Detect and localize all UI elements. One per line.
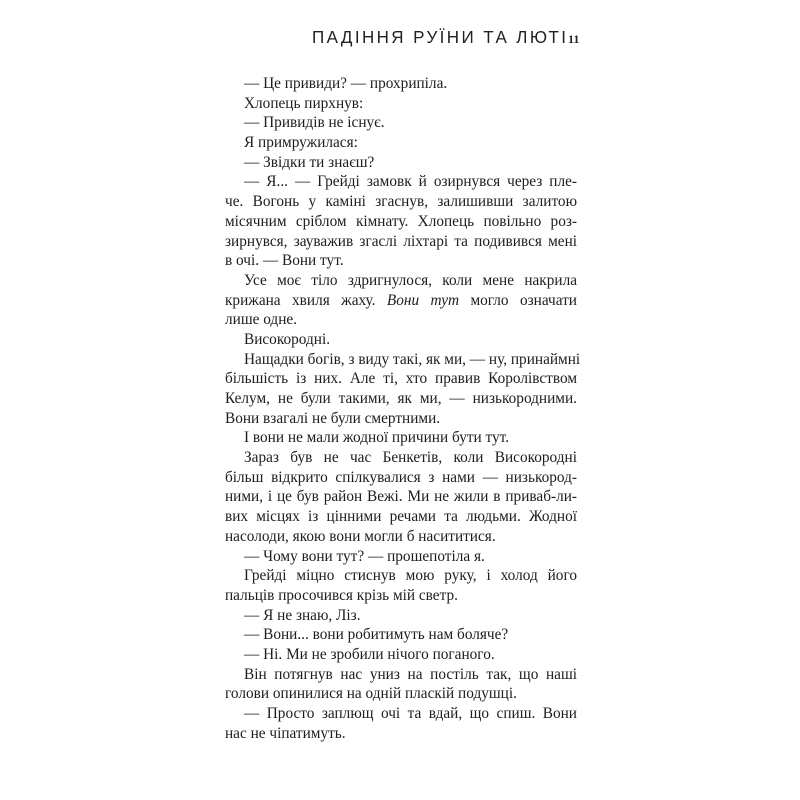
running-title: ПАДІННЯ РУЇНИ ТА ЛЮТІ	[312, 27, 569, 48]
italic-phrase: Вони тут	[386, 291, 460, 309]
running-head	[0, 28, 800, 54]
text-line: ними, і це був район Вежі. Ми не жили в приваб-ли-	[225, 488, 577, 506]
text-line: пальців просочився крізь мій светр.	[225, 586, 458, 604]
text-line: — Вони... вони робитимуть нам боляче?	[244, 626, 509, 644]
text-line: — Ні. Ми не зробили нічого поганого.	[244, 645, 495, 663]
text-line: Я примружилася:	[244, 134, 358, 152]
text-line: І вони не мали жодної причини бути тут.	[244, 429, 510, 447]
text-line: насолоди, якою вони могли б насититися.	[225, 527, 496, 545]
text-line: Грейді міцно стиснув мою руку, і холод його	[244, 567, 577, 585]
text-line: Хлопець пирхнув:	[244, 94, 364, 112]
text-line: зирнувся, зауважив згаслі ліхтарі та подивився мені	[225, 232, 577, 250]
text-line: Келум, не були такими, як ми, — низькородними.	[225, 390, 577, 407]
text-line: лише одне.	[225, 311, 298, 329]
text-line: — Звідки ти знаєш?	[244, 153, 375, 171]
text-line: більш відкрито спілкувалися з нами — низькород-	[225, 468, 577, 486]
text-line: більшість із них. Але ті, хто правив Королівством	[225, 370, 577, 388]
text-line: че. Вогонь у каміні згаснув, залишивши залитою	[225, 193, 577, 211]
text-line: Зараз був не час Бенкетів, коли Високородні	[244, 449, 577, 467]
text-line: — Це привиди? — прохрипіла.	[244, 75, 448, 92]
text-line: — Привидів не існує.	[244, 114, 385, 132]
text-line: нас не чіпатимуть.	[225, 724, 346, 742]
page-number: 11	[568, 32, 580, 46]
text-line: вих місцях із цінними речами та людьми. Жодної	[225, 508, 577, 526]
text-line: — Я не знаю, Ліз.	[244, 606, 361, 624]
text-line: в очі. — Вони тут.	[225, 252, 344, 270]
text-segment: могло означати	[459, 291, 577, 309]
body-text	[225, 74, 581, 743]
text-line: голови опинилися на одній пласкій подушці.	[225, 685, 517, 703]
text-line: Усе моє тіло здригнулося, коли мене накрила	[244, 271, 577, 289]
text-line: Нащадки богів, з виду такі, як ми, — ну, принаймні	[244, 350, 581, 368]
text-line: Вони взагалі не були смертними.	[225, 409, 441, 427]
text-line: Він потягнув нас униз на постіль так, що наші	[244, 665, 577, 683]
text-line: — Просто заплющ очі та вдай, що спиш. Вони	[244, 705, 577, 722]
text-line: — Чому вони тут? — прошепотіла я.	[244, 547, 485, 565]
text-segment: крижана хвиля жаху.	[225, 291, 387, 309]
text-line: Високородні.	[244, 330, 331, 348]
text-line: місячним сріблом кімнату. Хлопець повільно роз-	[225, 212, 577, 230]
text-line-mixed	[225, 291, 577, 311]
text-line: — Я... — Грейді замовк й озирнувся через пле-	[244, 173, 577, 191]
